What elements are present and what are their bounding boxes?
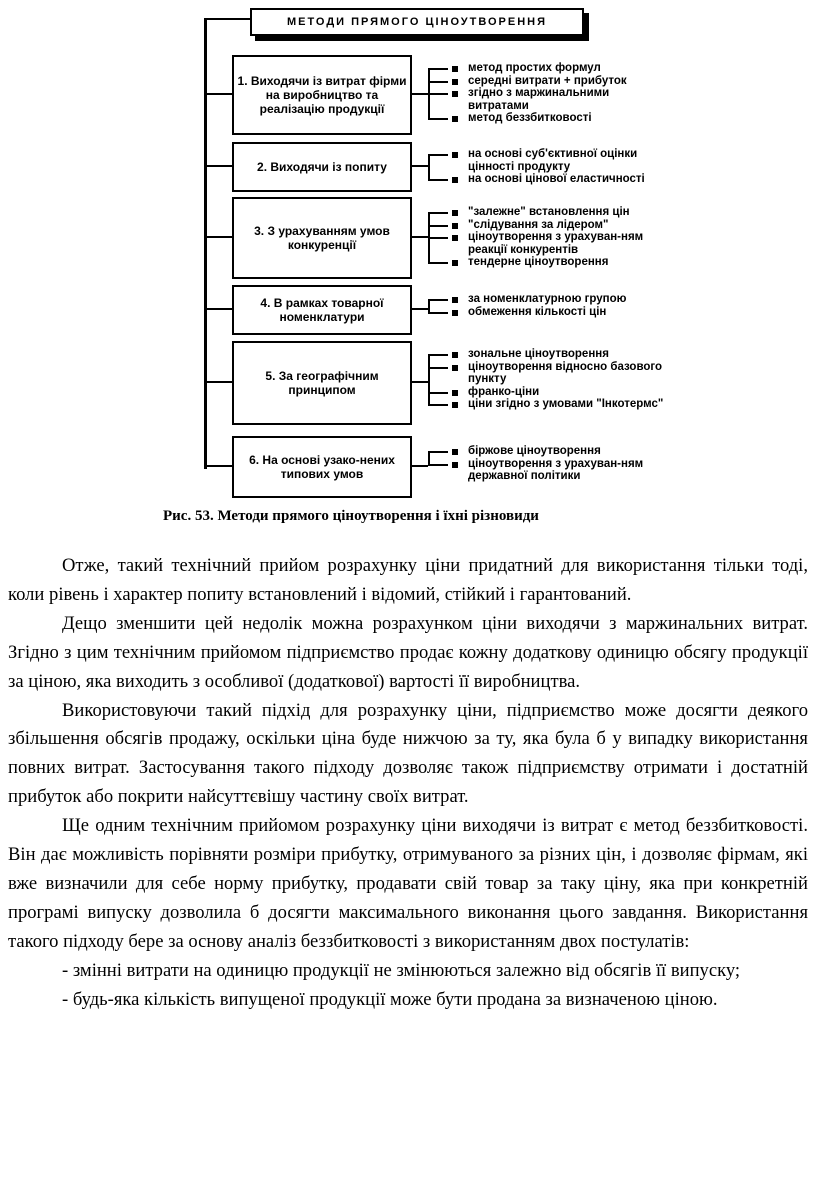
method-box [232,55,412,135]
pricing-methods-diagram [0,0,816,540]
bullet-icon [452,235,458,241]
item-text: франко-ціни [468,385,540,398]
item-text: обмеження кількості цін [468,305,607,318]
item-text: біржове ціноутворення [468,445,601,457]
list-item [428,148,668,173]
connector [204,165,232,167]
bullet-icon [452,260,458,266]
method-label: 4. В рамках товарної номенклатури [260,296,384,324]
list-item [428,361,668,386]
method-items [428,293,668,318]
bullet-icon [452,91,458,97]
method-label: 6. На основі узако-нених типових умов [249,453,395,481]
connector [410,308,428,310]
method-label: 1. Виходячи із витрат фірми на виробництво та реалізацію продукції [237,74,407,116]
connector [204,308,232,310]
item-text: "слідування за лідером" [468,218,609,231]
bullet-icon [452,352,458,358]
method-box [232,341,412,425]
list-item [428,293,668,306]
caption-number: Рис. 53. [163,508,214,524]
paragraph: - змінні витрати на одиницю продукції не змінюються залежно від обсягів її випуску; [62,959,741,981]
bullet-icon [452,462,458,468]
item-text: ціни згідно з умовами "Інкотермс" [468,398,664,410]
diagram-trunk-line [204,18,207,469]
item-text: середні витрати + прибуток [468,74,627,87]
list-item [428,231,668,256]
method-items [428,148,668,186]
item-text: згідно з маржинальними витратами [468,87,610,112]
paragraph: Ще одним технічним прийомом розрахунку ціни виходячи із витрат є метод беззбитковості. Він дає можливість порівняти розміри прибутку, отримуваного за різних цін, і дозволяє фірмам, які вже визначили для себе норму прибутку, продавати свій товар за таку ціну, яка при конкретній програмі випуску дозволила б досягти максимального виконання цього завдання. Використання такого підходу бере за основу аналіз беззбитковості з використанням двох постулатів: [8,815,808,952]
connector [410,381,428,383]
list-item [428,386,668,399]
diagram-title: МЕТОДИ ПРЯМОГО ЦІНОУТВОРЕННЯ [250,8,584,36]
connector [410,465,428,467]
item-text: зональне ціноутворення [468,348,609,360]
connector [410,93,428,95]
bullet-icon [452,177,458,183]
method-items [428,62,668,125]
bullet-icon [452,152,458,158]
method-box [232,142,412,192]
connector [204,236,232,238]
list-item [428,219,668,232]
connector [204,381,232,383]
bullet-icon [452,210,458,216]
connector [410,165,428,167]
method-label: 3. З урахуванням умов конкуренції [254,224,390,252]
item-text: за номенклатурною групою [468,293,627,305]
item-text: метод простих формул [468,62,601,74]
item-text: метод беззбитковості [468,112,592,124]
caption-text: Методи прямого ціноутворення і їхні різновиди [213,508,539,524]
paragraph: Отже, такий технічний прийом розрахунку ціни придатний для використання тільки тоді, коли рівень і характер попиту встановлений і відомий, стійкий і гарантований. [8,555,808,605]
list-item [428,62,668,75]
bullet-icon [452,116,458,122]
method-box [232,197,412,279]
item-text: на основі суб'єктивної оцінки цінності продукту [468,148,638,173]
connector [204,465,232,467]
method-box [232,436,412,498]
bullet-icon [452,402,458,408]
item-text: "залежне" встановлення цін [468,206,630,218]
list-item [428,256,668,269]
list-item [428,87,668,112]
bullet-icon [452,390,458,396]
paragraph: Дещо зменшити цей недолік можна розрахунком ціни виходячи з маржинальних витрат. Згідно з цим технічним прийомом підприємство продає кожну додаткову одиницю обсягу продукції за ціною, яка виходить з особливої (додаткової) вартості її виробництва. [8,612,808,692]
paragraph: - будь-яка кількість випущеної продукції може бути продана за визначеною ціною. [62,988,718,1010]
figure-caption [163,508,539,525]
item-text: на основі цінової еластичності [468,173,645,185]
method-box [232,285,412,335]
method-items [428,445,668,483]
method-label: 2. Виходячи із попиту [257,160,387,174]
bullet-icon [452,223,458,229]
bullet-icon [452,297,458,303]
bullet-icon [452,66,458,72]
list-item [428,306,668,319]
connector [204,18,250,20]
bullet-icon [452,310,458,316]
bullet-icon [452,79,458,85]
connector [204,93,232,95]
list-item [428,445,668,458]
method-label: 5. За географічним принципом [265,369,379,397]
item-text: ціноутворення відносно базового пункту [468,360,663,385]
list-item [428,206,668,219]
paragraph: Використовуючи такий підхід для розрахунку ціни, підприємство може досягти деякого збільшення обсягів продажу, оскільки ціна буде нижчою за ту, яка була б у випадку використання повних витрат. Застосування такого підходу дозволяє також підприємству отримати і достатній прибуток або покрити найсуттєвішу частину своїх витрат. [8,699,808,808]
item-text: ціноутворення з урахуван-ням державної політики [468,457,644,482]
list-item [428,173,668,186]
item-text: ціноутворення з урахуван-ням реакції конкурентів [468,231,644,256]
list-item [428,398,668,411]
item-text: тендерне ціноутворення [468,256,609,268]
list-item [428,458,668,483]
connector [410,236,428,238]
list-item [428,348,668,361]
list-item [428,112,668,125]
body-text [8,552,808,1015]
bullet-icon [452,365,458,371]
method-items [428,206,668,269]
list-item [428,75,668,88]
bullet-icon [452,449,458,455]
method-items [428,348,668,411]
